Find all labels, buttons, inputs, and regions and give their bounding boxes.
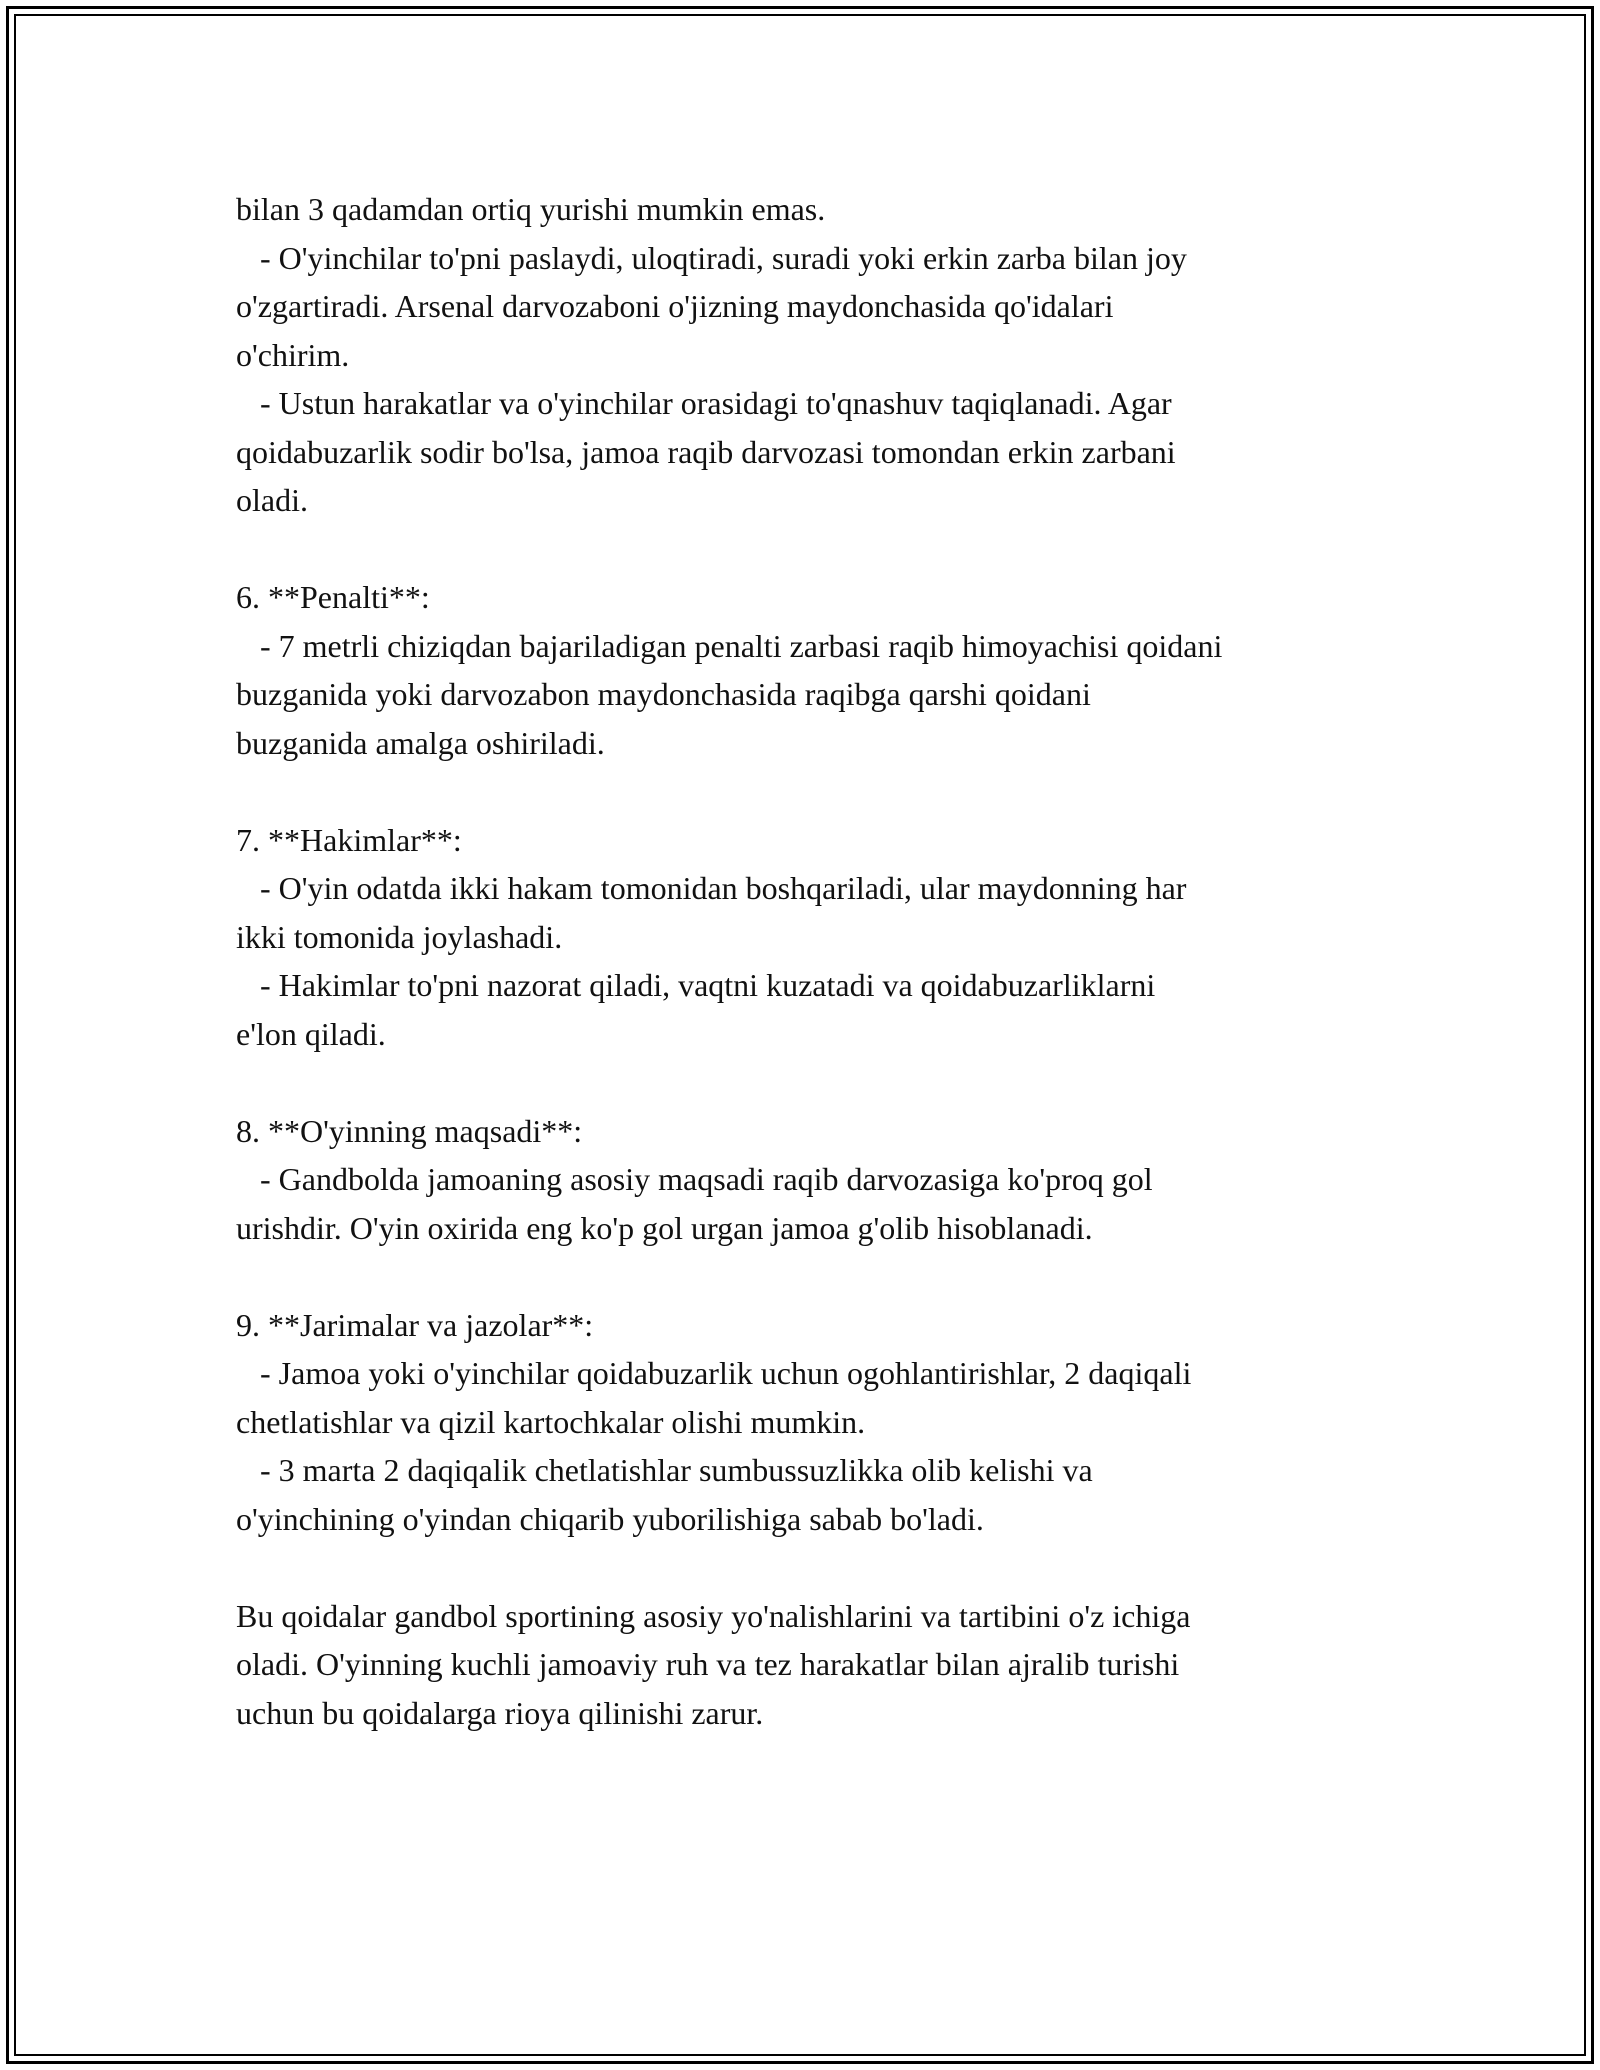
text-line: chetlatishlar va qizil kartochkalar olishi mumkin. <box>236 1403 866 1440</box>
section-heading: 7. **Hakimlar**: <box>236 821 462 858</box>
section-heading: 8. **O'yinning maqsadi**: <box>236 1112 583 1149</box>
text-line: o'chirim. <box>236 336 350 373</box>
document-body <box>236 185 1366 1737</box>
blank-line <box>236 767 1366 816</box>
text-line: e'lon qiladi. <box>236 1015 386 1052</box>
list-item-line: - 3 marta 2 daqiqalik chetlatishlar sumbussuzlikka olib kelishi va <box>236 1452 1093 1488</box>
list-item-line: - Jamoa yoki o'yinchilar qoidabuzarlik uchun ogohlantirishlar, 2 daqiqali <box>236 1355 1192 1391</box>
closing-paragraph-line: oladi. O'yinning kuchli jamoaviy ruh va tez harakatlar bilan ajralib turishi <box>236 1646 1180 1682</box>
blank-line <box>236 1543 1366 1592</box>
list-item-line: - 7 metrli chiziqdan bajariladigan penalti zarbasi raqib himoyachisi qoidani <box>236 627 1223 664</box>
list-item-line: - O'yin odatda ikki hakam tomonidan boshqariladi, ular maydonning har <box>236 870 1187 906</box>
text-line: oladi. <box>236 482 308 518</box>
blank-line <box>236 525 1366 574</box>
text-line: o'zgartiradi. Arsenal darvozaboni o'jizning maydonchasida qo'idalari <box>236 288 1114 324</box>
section-heading: 6. **Penalti**: <box>236 579 430 615</box>
list-item-line: - Hakimlar to'pni nazorat qiladi, vaqtni kuzatadi va qoidabuzarliklarni <box>236 967 1156 1003</box>
blank-line <box>236 1058 1366 1107</box>
text-line: buzganida yoki darvozabon maydonchasida raqibga qarshi qoidani <box>236 676 1091 712</box>
blank-line <box>236 1252 1366 1301</box>
text-line: buzganida amalga oshiriladi. <box>236 724 605 761</box>
text-line: ikki tomonida joylashadi. <box>236 918 563 955</box>
list-item-line: - Ustun harakatlar va o'yinchilar orasidagi to'qnashuv taqiqlanadi. Agar <box>236 385 1172 421</box>
text-line: bilan 3 qadamdan ortiq yurishi mumkin emas. <box>236 191 826 227</box>
closing-paragraph-line: uchun bu qoidalarga rioya qilinishi zarur. <box>236 1694 764 1731</box>
list-item-line: - Gandbolda jamoaning asosiy maqsadi raqib darvozasiga ko'proq gol <box>236 1161 1153 1197</box>
text-line: urishdir. O'yin oxirida eng ko'p gol urgan jamoa g'olib hisoblanadi. <box>236 1209 1093 1246</box>
section-heading: 9. **Jarimalar va jazolar**: <box>236 1306 594 1343</box>
closing-paragraph-line: Bu qoidalar gandbol sportining asosiy yo'nalishlarini va tartibini o'z ichiga <box>236 1597 1191 1634</box>
text-line: o'yinchining o'yindan chiqarib yuborilishiga sabab bo'ladi. <box>236 1500 984 1537</box>
list-item-line: - O'yinchilar to'pni paslaydi, uloqtiradi, suradi yoki erkin zarba bilan joy <box>236 239 1187 276</box>
text-line: qoidabuzarlik sodir bo'lsa, jamoa raqib darvozasi tomondan erkin zarbani <box>236 433 1176 470</box>
